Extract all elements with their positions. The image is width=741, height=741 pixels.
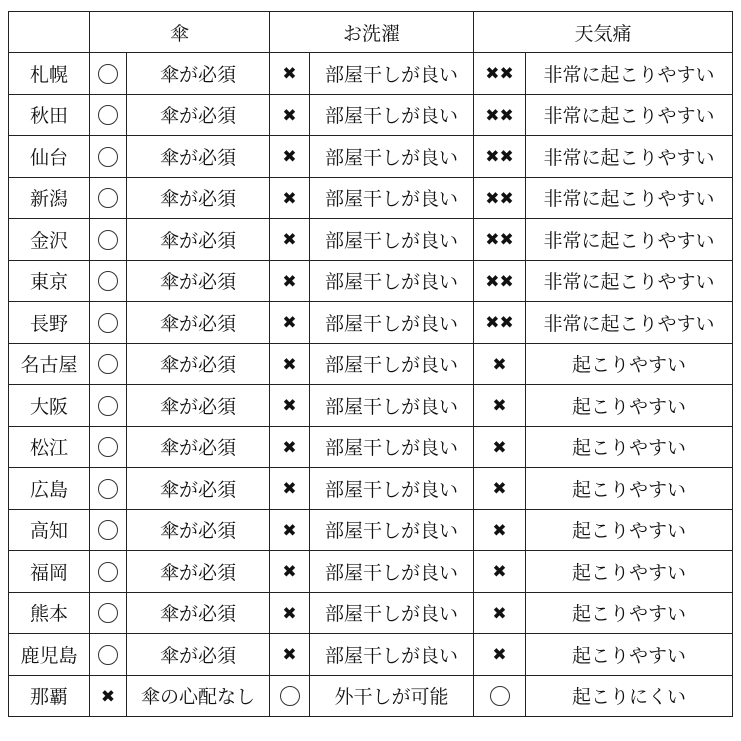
laundry-text: 部屋干しが良い	[310, 509, 474, 551]
circle-icon	[98, 354, 118, 374]
header-city	[9, 12, 90, 53]
laundry-mark-cell	[270, 468, 310, 510]
circle-icon	[98, 105, 118, 125]
city-name: 長野	[9, 302, 90, 344]
table-row	[9, 551, 733, 593]
pain-text: 起こりやすい	[526, 592, 733, 634]
double-cross-icon: ✖✖	[485, 64, 514, 85]
laundry-text: 部屋干しが良い	[310, 551, 474, 593]
umbrella-text: 傘が必須	[127, 53, 270, 95]
umbrella-mark-cell	[90, 592, 127, 634]
pain-text: 非常に起こりやすい	[526, 94, 733, 136]
laundry-mark-cell	[270, 53, 310, 95]
double-cross-icon: ✖✖	[485, 147, 514, 168]
table-row	[9, 94, 733, 136]
laundry-mark-cell	[270, 509, 310, 551]
pain-text: 起こりやすい	[526, 426, 733, 468]
umbrella-mark-cell	[90, 94, 127, 136]
pain-text: 非常に起こりやすい	[526, 136, 733, 178]
umbrella-mark-cell	[90, 385, 127, 427]
circle-icon	[98, 396, 118, 416]
laundry-text: 部屋干しが良い	[310, 343, 474, 385]
double-cross-icon: ✖✖	[485, 230, 514, 251]
cross-icon: ✖	[282, 562, 297, 583]
circle-icon	[98, 147, 118, 167]
laundry-mark-cell	[270, 385, 310, 427]
table-row	[9, 468, 733, 510]
city-name: 東京	[9, 260, 90, 302]
umbrella-mark-cell	[90, 219, 127, 261]
laundry-mark-cell	[270, 675, 310, 717]
cross-icon: ✖	[282, 437, 297, 458]
pain-mark-cell	[474, 592, 526, 634]
city-name: 札幌	[9, 53, 90, 95]
circle-icon	[98, 437, 118, 457]
table-row	[9, 343, 733, 385]
umbrella-text: 傘が必須	[127, 385, 270, 427]
pain-mark-cell	[474, 219, 526, 261]
umbrella-mark-cell	[90, 509, 127, 551]
pain-mark-cell	[474, 468, 526, 510]
pain-mark-cell	[474, 260, 526, 302]
laundry-text: 部屋干しが良い	[310, 468, 474, 510]
pain-mark-cell	[474, 94, 526, 136]
laundry-text: 部屋干しが良い	[310, 592, 474, 634]
laundry-text: 部屋干しが良い	[310, 302, 474, 344]
circle-icon	[98, 479, 118, 499]
circle-icon	[98, 188, 118, 208]
umbrella-text: 傘が必須	[127, 219, 270, 261]
umbrella-mark-cell	[90, 551, 127, 593]
table-row	[9, 53, 733, 95]
laundry-mark-cell	[270, 94, 310, 136]
cross-icon: ✖	[282, 354, 297, 375]
pain-mark-cell	[474, 675, 526, 717]
cross-icon: ✖	[282, 396, 297, 417]
pain-text: 起こりやすい	[526, 468, 733, 510]
header-row	[9, 12, 733, 53]
double-cross-icon: ✖✖	[485, 105, 514, 126]
cross-icon: ✖	[492, 603, 507, 624]
pain-text: 非常に起こりやすい	[526, 260, 733, 302]
pain-text: 起こりやすい	[526, 509, 733, 551]
laundry-text: 部屋干しが良い	[310, 177, 474, 219]
city-name: 秋田	[9, 94, 90, 136]
pain-mark-cell	[474, 53, 526, 95]
city-name: 新潟	[9, 177, 90, 219]
city-name: 福岡	[9, 551, 90, 593]
umbrella-mark-cell	[90, 136, 127, 178]
umbrella-text: 傘が必須	[127, 343, 270, 385]
city-name: 松江	[9, 426, 90, 468]
circle-icon	[98, 313, 118, 333]
umbrella-mark-cell	[90, 426, 127, 468]
cross-icon: ✖	[282, 271, 297, 292]
pain-text: 非常に起こりやすい	[526, 177, 733, 219]
circle-icon	[98, 520, 118, 540]
circle-icon	[98, 603, 118, 623]
cross-icon: ✖	[100, 686, 116, 707]
table-body	[9, 53, 733, 717]
pain-text: 起こりにくい	[526, 675, 733, 717]
table-row	[9, 136, 733, 178]
city-name: 熊本	[9, 592, 90, 634]
pain-mark-cell	[474, 509, 526, 551]
cross-icon: ✖	[492, 479, 507, 500]
umbrella-text: 傘が必須	[127, 592, 270, 634]
city-name: 鹿児島	[9, 634, 90, 676]
umbrella-text: 傘が必須	[127, 302, 270, 344]
laundry-mark-cell	[270, 592, 310, 634]
cross-icon: ✖	[282, 64, 297, 85]
laundry-mark-cell	[270, 551, 310, 593]
cross-icon: ✖	[492, 520, 507, 541]
table-row	[9, 634, 733, 676]
umbrella-mark-cell	[90, 675, 127, 717]
umbrella-text: 傘が必須	[127, 426, 270, 468]
umbrella-text: 傘が必須	[127, 177, 270, 219]
circle-icon	[98, 64, 118, 84]
cross-icon: ✖	[282, 520, 297, 541]
laundry-mark-cell	[270, 634, 310, 676]
city-name: 大阪	[9, 385, 90, 427]
city-name: 高知	[9, 509, 90, 551]
pain-text: 起こりやすい	[526, 385, 733, 427]
table-row	[9, 260, 733, 302]
pain-text: 起こりやすい	[526, 343, 733, 385]
pain-text: 起こりやすい	[526, 634, 733, 676]
circle-icon	[98, 645, 118, 665]
header-laundry: お洗濯	[270, 12, 474, 53]
double-cross-icon: ✖✖	[485, 188, 514, 209]
laundry-text: 部屋干しが良い	[310, 136, 474, 178]
cross-icon: ✖	[282, 645, 297, 666]
pain-text: 非常に起こりやすい	[526, 302, 733, 344]
pain-text: 起こりやすい	[526, 551, 733, 593]
laundry-text: 部屋干しが良い	[310, 219, 474, 261]
circle-icon	[98, 271, 118, 291]
pain-mark-cell	[474, 343, 526, 385]
cross-icon: ✖	[282, 313, 297, 334]
pain-mark-cell	[474, 136, 526, 178]
cross-icon: ✖	[282, 479, 297, 500]
city-name: 広島	[9, 468, 90, 510]
laundry-mark-cell	[270, 177, 310, 219]
cross-icon: ✖	[282, 230, 297, 251]
laundry-text: 外干しが可能	[310, 675, 474, 717]
table-row	[9, 509, 733, 551]
pain-mark-cell	[474, 385, 526, 427]
circle-icon	[98, 230, 118, 250]
weather-forecast-table	[8, 11, 733, 717]
umbrella-text: 傘が必須	[127, 509, 270, 551]
cross-icon: ✖	[492, 562, 507, 583]
laundry-text: 部屋干しが良い	[310, 426, 474, 468]
laundry-mark-cell	[270, 302, 310, 344]
header-weather-pain: 天気痛	[474, 12, 733, 53]
header-umbrella: 傘	[90, 12, 270, 53]
cross-icon: ✖	[492, 396, 507, 417]
laundry-text: 部屋干しが良い	[310, 385, 474, 427]
city-name: 名古屋	[9, 343, 90, 385]
pain-mark-cell	[474, 177, 526, 219]
pain-text: 非常に起こりやすい	[526, 53, 733, 95]
cross-icon: ✖	[282, 147, 297, 168]
cross-icon: ✖	[492, 645, 507, 666]
laundry-mark-cell	[270, 219, 310, 261]
cross-icon: ✖	[282, 188, 297, 209]
umbrella-text: 傘が必須	[127, 136, 270, 178]
pain-mark-cell	[474, 634, 526, 676]
umbrella-text: 傘が必須	[127, 94, 270, 136]
city-name: 那覇	[9, 675, 90, 717]
umbrella-text: 傘が必須	[127, 551, 270, 593]
cross-icon: ✖	[282, 105, 297, 126]
laundry-text: 部屋干しが良い	[310, 94, 474, 136]
laundry-text: 部屋干しが良い	[310, 53, 474, 95]
pain-mark-cell	[474, 302, 526, 344]
umbrella-text: 傘の心配なし	[127, 675, 270, 717]
circle-icon	[490, 686, 510, 706]
umbrella-mark-cell	[90, 177, 127, 219]
pain-mark-cell	[474, 426, 526, 468]
double-cross-icon: ✖✖	[485, 313, 514, 334]
city-name: 仙台	[9, 136, 90, 178]
cross-icon: ✖	[492, 354, 507, 375]
pain-text: 非常に起こりやすい	[526, 219, 733, 261]
laundry-text: 部屋干しが良い	[310, 634, 474, 676]
umbrella-mark-cell	[90, 343, 127, 385]
umbrella-mark-cell	[90, 53, 127, 95]
laundry-mark-cell	[270, 343, 310, 385]
double-cross-icon: ✖✖	[485, 271, 514, 292]
umbrella-text: 傘が必須	[127, 468, 270, 510]
table-row	[9, 177, 733, 219]
circle-icon	[280, 686, 300, 706]
table-row	[9, 219, 733, 261]
table-row	[9, 675, 733, 717]
umbrella-text: 傘が必須	[127, 634, 270, 676]
umbrella-mark-cell	[90, 634, 127, 676]
laundry-text: 部屋干しが良い	[310, 260, 474, 302]
umbrella-mark-cell	[90, 302, 127, 344]
laundry-mark-cell	[270, 426, 310, 468]
city-name: 金沢	[9, 219, 90, 261]
laundry-mark-cell	[270, 136, 310, 178]
umbrella-text: 傘が必須	[127, 260, 270, 302]
circle-icon	[98, 562, 118, 582]
cross-icon: ✖	[492, 437, 507, 458]
umbrella-mark-cell	[90, 260, 127, 302]
table-row	[9, 592, 733, 634]
table-row	[9, 426, 733, 468]
table-row	[9, 302, 733, 344]
cross-icon: ✖	[282, 603, 297, 624]
pain-mark-cell	[474, 551, 526, 593]
laundry-mark-cell	[270, 260, 310, 302]
umbrella-mark-cell	[90, 468, 127, 510]
table-row	[9, 385, 733, 427]
